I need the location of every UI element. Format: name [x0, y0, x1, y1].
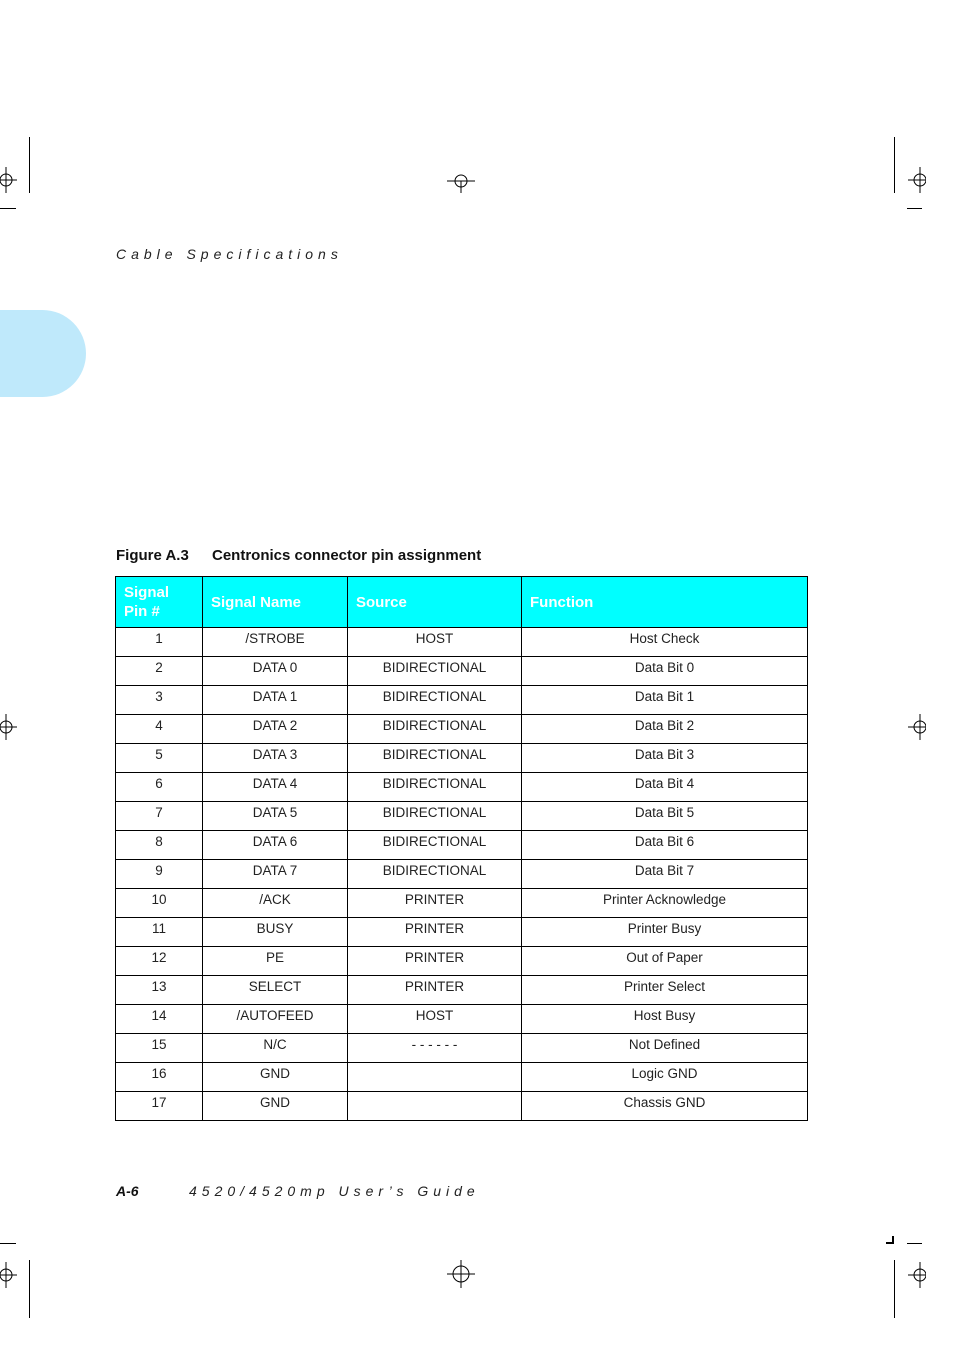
cell-function: Data Bit 5	[522, 802, 808, 831]
table-row	[116, 657, 808, 686]
table-row	[116, 773, 808, 802]
cell-source: BIDIRECTIONAL	[348, 657, 522, 686]
cell-signal-name: DATA 6	[203, 831, 348, 860]
table-row	[116, 918, 808, 947]
figure-title: Centronics connector pin assignment	[212, 547, 482, 564]
table-row	[116, 802, 808, 831]
cell-pin: 5	[116, 744, 203, 773]
crop-mark	[29, 137, 30, 193]
crop-mark	[907, 1243, 922, 1244]
cell-signal-name: GND	[203, 1092, 348, 1121]
cell-function: Printer Busy	[522, 918, 808, 947]
cell-source: BIDIRECTIONAL	[348, 686, 522, 715]
cell-signal-name: DATA 3	[203, 744, 348, 773]
table-row	[116, 628, 808, 657]
cell-pin: 10	[116, 889, 203, 918]
cell-source: BIDIRECTIONAL	[348, 715, 522, 744]
registration-mark-icon	[0, 1261, 18, 1289]
pin-assignment-table	[115, 576, 808, 1121]
cell-function: Logic GND	[522, 1063, 808, 1092]
cell-function: Data Bit 7	[522, 860, 808, 889]
cell-function: Printer Select	[522, 976, 808, 1005]
cell-source: HOST	[348, 628, 522, 657]
cell-source: PRINTER	[348, 947, 522, 976]
crop-mark	[892, 1236, 894, 1244]
cell-source: PRINTER	[348, 976, 522, 1005]
cell-signal-name: DATA 0	[203, 657, 348, 686]
cell-pin: 15	[116, 1034, 203, 1063]
crop-mark	[894, 137, 895, 193]
cell-signal-name: DATA 5	[203, 802, 348, 831]
cell-function: Out of Paper	[522, 947, 808, 976]
cell-pin: 1	[116, 628, 203, 657]
registration-mark-icon	[0, 166, 18, 194]
registration-mark-icon	[0, 713, 18, 741]
table-row	[116, 715, 808, 744]
footer-title: 4520/4520mp User’s Guide	[189, 1183, 480, 1199]
registration-mark-icon	[446, 172, 476, 194]
cell-function: Host Check	[522, 628, 808, 657]
cell-pin: 2	[116, 657, 203, 686]
registration-mark-icon	[906, 713, 926, 741]
cell-signal-name: PE	[203, 947, 348, 976]
cell-signal-name: DATA 4	[203, 773, 348, 802]
cell-function: Data Bit 3	[522, 744, 808, 773]
column-header-source: Source	[348, 577, 522, 628]
cell-pin: 8	[116, 831, 203, 860]
cell-pin: 17	[116, 1092, 203, 1121]
cell-pin: 3	[116, 686, 203, 715]
cell-source	[348, 1092, 522, 1121]
figure-caption	[116, 547, 481, 564]
cell-pin: 16	[116, 1063, 203, 1092]
cell-signal-name: GND	[203, 1063, 348, 1092]
table-row	[116, 744, 808, 773]
registration-mark-icon	[446, 1259, 476, 1289]
cell-source: BIDIRECTIONAL	[348, 860, 522, 889]
cell-signal-name: /STROBE	[203, 628, 348, 657]
cell-pin: 4	[116, 715, 203, 744]
table-row	[116, 1063, 808, 1092]
figure-number: Figure A.3	[116, 547, 189, 564]
cell-pin: 12	[116, 947, 203, 976]
table-row	[116, 889, 808, 918]
cell-source: BIDIRECTIONAL	[348, 744, 522, 773]
cell-source: BIDIRECTIONAL	[348, 831, 522, 860]
cell-signal-name: /AUTOFEED	[203, 1005, 348, 1034]
cell-pin: 11	[116, 918, 203, 947]
cell-source: BIDIRECTIONAL	[348, 773, 522, 802]
table-row	[116, 860, 808, 889]
table-row	[116, 1092, 808, 1121]
cell-source	[348, 1063, 522, 1092]
cell-source: BIDIRECTIONAL	[348, 802, 522, 831]
cell-signal-name: DATA 2	[203, 715, 348, 744]
registration-mark-icon	[906, 166, 926, 194]
table-row	[116, 831, 808, 860]
cell-function: Data Bit 4	[522, 773, 808, 802]
cell-function: Not Defined	[522, 1034, 808, 1063]
cell-pin: 13	[116, 976, 203, 1005]
crop-mark	[907, 208, 922, 209]
cell-function: Data Bit 2	[522, 715, 808, 744]
cell-source: HOST	[348, 1005, 522, 1034]
cell-signal-name: N/C	[203, 1034, 348, 1063]
crop-mark	[0, 1243, 16, 1244]
cell-pin: 6	[116, 773, 203, 802]
page-number: A-6	[116, 1183, 139, 1199]
cell-pin: 14	[116, 1005, 203, 1034]
cell-signal-name: DATA 1	[203, 686, 348, 715]
cell-function: Printer Acknowledge	[522, 889, 808, 918]
running-head: Cable Specifications	[116, 246, 343, 262]
cell-signal-name: SELECT	[203, 976, 348, 1005]
cell-function: Data Bit 0	[522, 657, 808, 686]
table-row	[116, 686, 808, 715]
cell-function: Chassis GND	[522, 1092, 808, 1121]
cell-source: - - - - - -	[348, 1034, 522, 1063]
cell-pin: 9	[116, 860, 203, 889]
crop-mark	[894, 1260, 895, 1318]
registration-mark-icon	[906, 1261, 926, 1289]
cell-signal-name: BUSY	[203, 918, 348, 947]
cell-function: Data Bit 6	[522, 831, 808, 860]
cell-signal-name: /ACK	[203, 889, 348, 918]
table-row	[116, 1005, 808, 1034]
table-row	[116, 976, 808, 1005]
chapter-tab	[0, 310, 86, 397]
cell-pin: 7	[116, 802, 203, 831]
cell-function: Data Bit 1	[522, 686, 808, 715]
cell-source: PRINTER	[348, 918, 522, 947]
column-header-pin: Signal Pin #	[116, 577, 203, 628]
column-header-signal-name: Signal Name	[203, 577, 348, 628]
cell-source: PRINTER	[348, 889, 522, 918]
cell-signal-name: DATA 7	[203, 860, 348, 889]
crop-mark	[0, 208, 16, 209]
table-row	[116, 1034, 808, 1063]
cell-function: Host Busy	[522, 1005, 808, 1034]
table-row	[116, 947, 808, 976]
column-header-function: Function	[522, 577, 808, 628]
table-header-row	[116, 577, 808, 628]
crop-mark	[29, 1260, 30, 1318]
